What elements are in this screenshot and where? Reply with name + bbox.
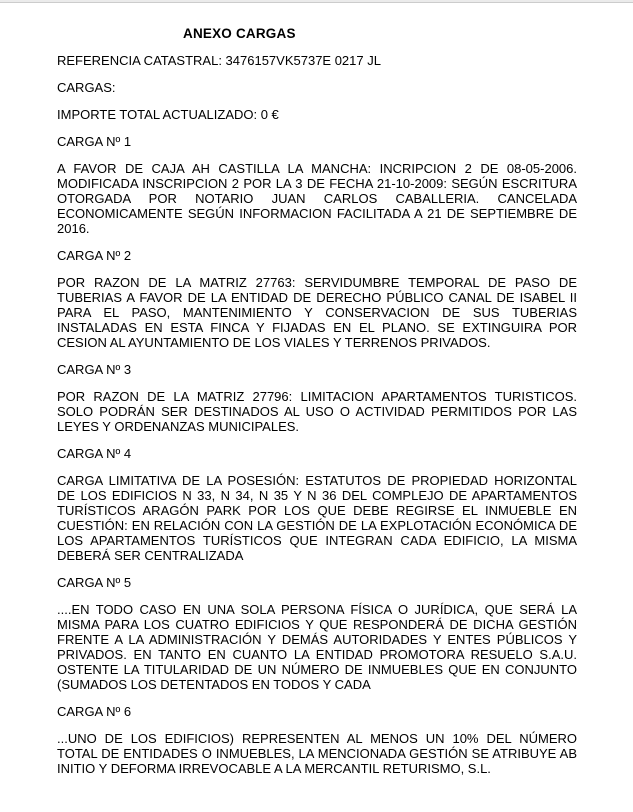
document-title: ANEXO CARGAS [183, 26, 296, 41]
carga-section-2 [57, 248, 577, 350]
carga-3-heading: CARGA Nº 3 [57, 362, 132, 377]
carga-section-5 [57, 575, 577, 692]
catastral-reference: REFERENCIA CATASTRAL: 3476157VK5737E 0217 JL [57, 53, 381, 68]
carga-2-body: POR RAZON DE LA MATRIZ 27763: SERVIDUMBRE TEMPORAL DE PASO DE TUBERIAS A FAVOR DE LA ENTIDAD DE DERECHO PÚBLICO CANAL DE ISABEL II PARA EL PASO, MANTENIMIENTO Y CONSERVACION DE SUS TUBERIAS INSTALADAS EN ESTA FINCA Y FIJADAS EN EL PLANO. SE EXTINGUIRA POR CESION AL AYUNTAMIENTO DE LOS VIALES Y TERRENOS PRIVADOS. [57, 275, 577, 350]
carga-5-heading: CARGA Nº 5 [57, 575, 132, 590]
importe-total: IMPORTE TOTAL ACTUALIZADO: 0 € [57, 107, 279, 122]
carga-1-body: A FAVOR DE CAJA AH CASTILLA LA MANCHA: INCRIPCION 2 DE 08-05-2006. MODIFICADA INSCRIPCION 2 POR LA 3 DE FECHA 21-10-2009: SEGÚN ESCRITURA OTORGADA POR NOTARIO JUAN CARLOS CABALLERIA. CANCELADA ECONOMICAMENTE SEGÚN INFORMACION FACILITADA A 21 DE SEPTIEMBRE DE 2016. [57, 161, 577, 236]
carga-5-body: ....EN TODO CASO EN UNA SOLA PERSONA FÍSICA O JURÍDICA, QUE SERÁ LA MISMA PARA LOS CUATRO EDIFICIOS Y QUE RESPONDERÁ DE DICHA GESTIÓN FRENTE A LA ADMINISTRACIÓN Y DEMÁS AUTORIDADES Y ENTES PÚBLICOS Y PRIVADOS. EN TANTO EN CUANTO LA ENTIDAD PROMOTORA RESUELO S.A.U. OSTENTE LA TITULARIDAD DE UN NÚMERO DE INMUEBLES QUE EN CONJUNTO (SUMADOS LOS DETENTADOS EN TODOS Y CADA [57, 602, 577, 692]
carga-section-6 [57, 704, 577, 776]
document-page [0, 3, 633, 776]
carga-section-4 [57, 446, 577, 563]
cargas-label: CARGAS: [57, 80, 116, 95]
carga-6-body: ...UNO DE LOS EDIFICIOS) REPRESENTEN AL MENOS UN 10% DEL NÚMERO TOTAL DE ENTIDADES O INMUEBLES, LA MENCIONADA GESTIÓN SE ATRIBUYE AB INITIO Y DEFORMA IRREVOCABLE A LA MERCANTIL RETURISMO, S.L. [57, 731, 577, 776]
carga-1-heading: CARGA Nº 1 [57, 134, 132, 149]
carga-4-body: CARGA LIMITATIVA DE LA POSESIÓN: ESTATUTOS DE PROPIEDAD HORIZONTAL DE LOS EDIFICIOS N 33, N 34, N 35 Y N 36 DEL COMPLEJO DE APARTAMENTOS TURÍSTICOS ARAGÓN PARK POR LOS QUE DEBE REGIRSE EL INMUEBLE EN CUESTIÓN: EN RELACIÓN CON LA GESTIÓN DE LA EXPLOTACIÓN ECONÓMICA DE LOS APARTAMENTOS TURÍSTICOS QUE INTEGRAN CADA EDIFICIO, LA MISMA DEBERÁ SER CENTRALIZADA [57, 473, 577, 563]
carga-6-heading: CARGA Nº 6 [57, 704, 132, 719]
carga-4-heading: CARGA Nº 4 [57, 446, 132, 461]
carga-2-heading: CARGA Nº 2 [57, 248, 132, 263]
carga-section-1 [57, 134, 577, 236]
carga-section-3 [57, 362, 577, 434]
carga-3-body: POR RAZON DE LA MATRIZ 27796: LIMITACION APARTAMENTOS TURISTICOS. SOLO PODRÁN SER DESTINADOS AL USO O ACTIVIDAD PERMITIDOS POR LAS LEYES Y ORDENANZAS MUNICIPALES. [57, 389, 577, 434]
